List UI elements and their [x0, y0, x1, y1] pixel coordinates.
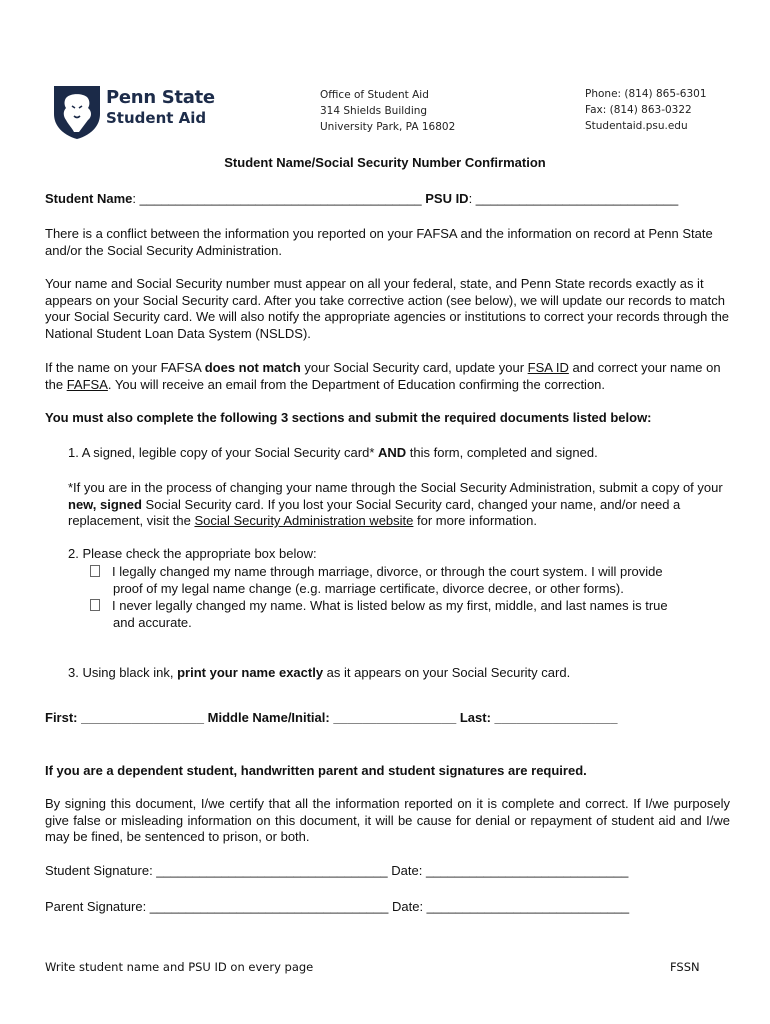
fafsa-mismatch-paragraph — [45, 360, 730, 393]
office-name: Office of Student Aid — [320, 89, 429, 101]
certification-paragraph: By signing this document, I/we certify that all the information reported on it is complete and correct. If I/we purposely give false or misleading information on this document, it will be cause for denial or repayment of student aid and I/we may be fined, be sentenced to prison, or both. — [45, 796, 730, 844]
parent-signature-line[interactable]: Parent Signature: _________________________________ Date: ____________________________ — [45, 899, 630, 914]
conflict-paragraph: There is a conflict between the information you reported on your FAFSA and the information on record at Penn State and/or the Social Security Administration. — [45, 226, 713, 258]
logo-line-1: Penn State — [106, 87, 215, 108]
student-name-blank[interactable]: : _______________________________________ — [132, 191, 422, 206]
text: *If you are in the process of changing your name through the Social Security Administration, submit a copy of your — [68, 480, 723, 495]
fsa-id-link[interactable]: FSA ID — [527, 360, 569, 375]
fafsa-link[interactable]: FAFSA — [66, 376, 108, 392]
fax-number: Fax: (814) 863-0322 — [585, 104, 692, 116]
form-title: Student Name/Social Security Number Confirmation — [224, 155, 546, 170]
option-text: and accurate. — [113, 614, 192, 630]
psu-id-blank[interactable]: : ____________________________ — [468, 191, 679, 206]
name-fields[interactable]: First: _________________ Middle Name/Initial: _________________ Last: _________________ — [45, 710, 618, 725]
text: 1. A signed, legible copy of your Social Security card* — [68, 445, 379, 460]
text: and correct your name on the — [45, 360, 721, 392]
option-text: I legally changed my name through marriage, divorce, or through the court system. I will provide — [112, 564, 663, 579]
contact-info — [585, 86, 707, 134]
office-address — [320, 87, 455, 135]
sections-heading: You must also complete the following 3 sections and submit the required documents listed below: — [45, 410, 652, 425]
phone-number: Phone: (814) 865-6301 — [585, 88, 707, 100]
ssa-website-link[interactable]: Social Security Administration website — [194, 513, 414, 528]
text: for more information. — [413, 513, 537, 528]
dependent-heading: If you are a dependent student, handwritten parent and student signatures are required. — [45, 763, 587, 778]
office-city: University Park, PA 16802 — [320, 121, 456, 133]
office-building: 314 Shields Building — [320, 105, 428, 117]
option-text: proof of my legal name change (e.g. marriage certificate, divorce decree, or other forms). — [113, 580, 624, 596]
logo-wordmark — [106, 88, 215, 128]
text: If the name on your FAFSA — [45, 360, 205, 375]
option-text: I never legally changed my name. What is listed below as my first, middle, and last names is true — [112, 598, 668, 613]
item-2-heading: 2. Please check the appropriate box below: — [68, 546, 317, 561]
bold-text: AND — [378, 445, 407, 460]
text: this form, completed and signed. — [406, 445, 598, 460]
form-code: FSSN — [670, 960, 700, 974]
text: as it appears on your Social Security card. — [323, 665, 571, 680]
checkbox-never-changed[interactable] — [90, 599, 100, 611]
item-1 — [68, 445, 730, 462]
text: . You will receive an email from the Department of Education confirming the correction. — [107, 376, 606, 392]
footer-note: Write student name and PSU ID on every page — [45, 960, 314, 974]
text: your Social Security card, update your — [300, 360, 528, 375]
student-name-line[interactable] — [45, 191, 730, 208]
records-paragraph: Your name and Social Security number must appear on all your federal, state, and Penn State records exactly as it appears on your Social Security card. After you take corrective action (see below), we will update our records to match your Social Security card. We will also notify the appropriate agencies or institutions to correct your records through the National Student Loan Data System (NSLDS). — [45, 276, 730, 341]
website: Studentaid.psu.edu — [585, 120, 688, 132]
item-3 — [68, 665, 730, 682]
checkbox-legally-changed[interactable] — [90, 565, 100, 577]
student-name-label: Student Name — [45, 191, 133, 206]
bold-text: new, signed — [68, 496, 142, 512]
bold-text: print your name exactly — [177, 665, 324, 680]
option-never-changed[interactable] — [90, 598, 730, 631]
logo-line-2: Student Aid — [106, 109, 207, 127]
psu-id-label: PSU ID — [421, 191, 469, 206]
bold-text: does not match — [204, 360, 301, 375]
student-signature-line[interactable]: Student Signature: ________________________________ Date: ____________________________ — [45, 863, 629, 878]
name-change-note — [68, 480, 730, 530]
nittany-lion-shield-icon — [52, 84, 102, 140]
text: Social Security card. If you lost your Social Security card, changed your name, and/or need a replacement, visit the — [68, 496, 681, 528]
text: 3. Using black ink, — [68, 665, 178, 680]
option-legally-changed[interactable] — [90, 564, 730, 597]
